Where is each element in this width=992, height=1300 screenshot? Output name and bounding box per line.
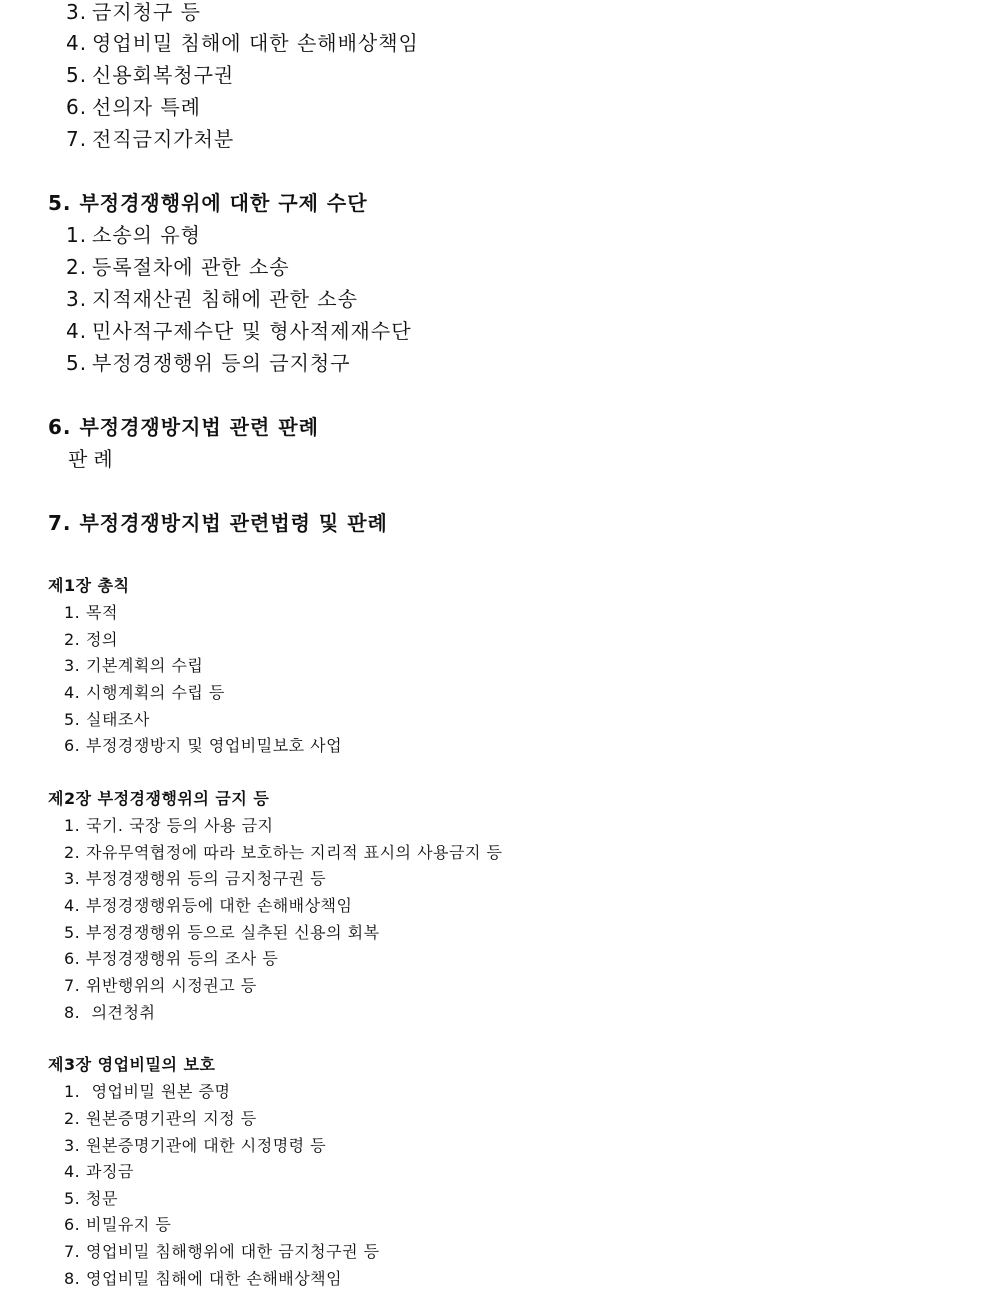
list-item: [64, 816, 274, 836]
item-text: 금지청구 등: [92, 0, 201, 24]
list-item: [64, 1162, 134, 1182]
item-text: 과징금: [86, 1162, 134, 1181]
item-number: 3.: [64, 1136, 81, 1155]
list-item: [64, 976, 257, 996]
item-number: 6.: [66, 95, 88, 119]
list-item: [66, 223, 201, 247]
item-number: 1.: [64, 816, 81, 835]
item-number: 3.: [66, 0, 88, 24]
item-text: 민사적구제수단 및 형사적제재수단: [92, 319, 412, 343]
item-text: 비밀유지 등: [86, 1215, 172, 1234]
item-number: 1.: [64, 603, 81, 622]
list-item: [66, 31, 419, 55]
item-number: 2.: [64, 843, 81, 862]
item-number: 1.: [66, 223, 88, 247]
item-text: 부정경쟁행위 등의 금지청구: [92, 351, 351, 375]
item-text: 의견청취: [86, 1003, 156, 1022]
list-item: [64, 1136, 326, 1156]
list-item: [64, 1269, 342, 1289]
item-text: 국기. 국장 등의 사용 금지: [86, 816, 274, 835]
item-text: 부정경쟁행위등에 대한 손해배상책임: [86, 896, 353, 915]
item-text: 전직금지가처분: [92, 127, 235, 151]
list-item: [64, 630, 118, 650]
item-number: 2.: [64, 1109, 81, 1128]
item-number: 7.: [66, 127, 88, 151]
item-number: 4.: [64, 683, 81, 702]
list-item: [64, 1215, 171, 1235]
item-text: 영업비밀 원본 증명: [86, 1082, 231, 1101]
list-item: [64, 603, 118, 623]
item-number: 5.: [66, 63, 88, 87]
item-number: 7.: [64, 976, 81, 995]
item-number: 5.: [66, 351, 88, 375]
list-item: [66, 287, 358, 311]
list-item: [64, 1189, 118, 1209]
item-text: 시행계획의 수립 등: [86, 683, 225, 702]
chapter-heading: 제1장 총칙: [48, 576, 130, 595]
item-number: 2.: [66, 255, 88, 279]
list-item: [64, 949, 278, 969]
item-number: 2.: [64, 630, 81, 649]
item-number: 3.: [64, 869, 81, 888]
item-number: 4.: [64, 1162, 81, 1181]
section-heading: 7. 부정경쟁방지법 관련법령 및 판례: [48, 511, 388, 535]
item-number: 3.: [64, 656, 81, 675]
item-text: 선의자 특례: [92, 95, 201, 119]
section-heading: 5. 부정경쟁행위에 대한 구제 수단: [48, 191, 368, 215]
list-item: [64, 1003, 155, 1023]
item-number: 6.: [64, 736, 81, 755]
item-number: 4.: [66, 31, 88, 55]
item-text: 영업비밀 침해에 대한 손해배상책임: [92, 31, 419, 55]
item-text: 등록절차에 관한 소송: [92, 255, 290, 279]
list-item: [66, 319, 412, 343]
item-text: 위반행위의 시정권고 등: [86, 976, 257, 995]
item-number: 6.: [64, 949, 81, 968]
item-number: 8.: [64, 1003, 81, 1022]
item-number: 1.: [64, 1082, 81, 1101]
section-body-text: 판례: [68, 447, 119, 471]
item-number: 5.: [64, 710, 81, 729]
item-number: 7.: [64, 1242, 81, 1261]
item-text: 부정경쟁행위 등의 조사 등: [86, 949, 279, 968]
list-item: [64, 1242, 380, 1262]
list-item: [66, 351, 351, 375]
list-item: [66, 63, 234, 87]
item-text: 영업비밀 침해행위에 대한 금지청구권 등: [86, 1242, 380, 1261]
chapter-heading: 제2장 부정경쟁행위의 금지 등: [48, 789, 270, 808]
item-text: 부정경쟁행위 등의 금지청구권 등: [86, 869, 327, 888]
list-item: [66, 127, 234, 151]
item-text: 기본계획의 수립: [86, 656, 204, 675]
list-item: [64, 736, 342, 756]
item-number: 4.: [66, 319, 88, 343]
chapter-heading: 제3장 영업비밀의 보호: [48, 1055, 216, 1074]
item-number: 5.: [64, 923, 81, 942]
item-text: 소송의 유형: [92, 223, 201, 247]
list-item: [64, 923, 380, 943]
section-heading: 6. 부정경쟁방지법 관련 판례: [48, 415, 319, 439]
item-text: 부정경쟁행위 등으로 실추된 신용의 회복: [86, 923, 380, 942]
list-item: [66, 255, 290, 279]
item-text: 목적: [86, 603, 118, 622]
item-text: 부정경쟁방지 및 영업비밀보호 사업: [86, 736, 343, 755]
item-text: 원본증명기관의 지정 등: [86, 1109, 257, 1128]
list-item: [64, 896, 352, 916]
item-text: 정의: [86, 630, 118, 649]
item-number: 6.: [64, 1215, 81, 1234]
item-text: 실태조사: [86, 710, 150, 729]
list-item: [64, 1109, 257, 1129]
list-item: [64, 869, 326, 889]
item-number: 5.: [64, 1189, 81, 1208]
item-text: 지적재산권 침해에 관한 소송: [92, 287, 358, 311]
item-text: 신용회복청구권: [92, 63, 235, 87]
list-item: [64, 656, 203, 676]
item-number: 3.: [66, 287, 88, 311]
list-item: [66, 95, 201, 119]
list-item: [66, 0, 201, 24]
list-item: [64, 1082, 230, 1102]
item-text: 영업비밀 침해에 대한 손해배상책임: [86, 1269, 343, 1288]
item-text: 자유무역협정에 따라 보호하는 지리적 표시의 사용금지 등: [86, 843, 503, 862]
item-text: 청문: [86, 1189, 118, 1208]
item-number: 4.: [64, 896, 81, 915]
list-item: [64, 710, 150, 730]
item-number: 8.: [64, 1269, 81, 1288]
list-item: [64, 843, 502, 863]
list-item: [64, 683, 225, 703]
item-text: 원본증명기관에 대한 시정명령 등: [86, 1136, 327, 1155]
